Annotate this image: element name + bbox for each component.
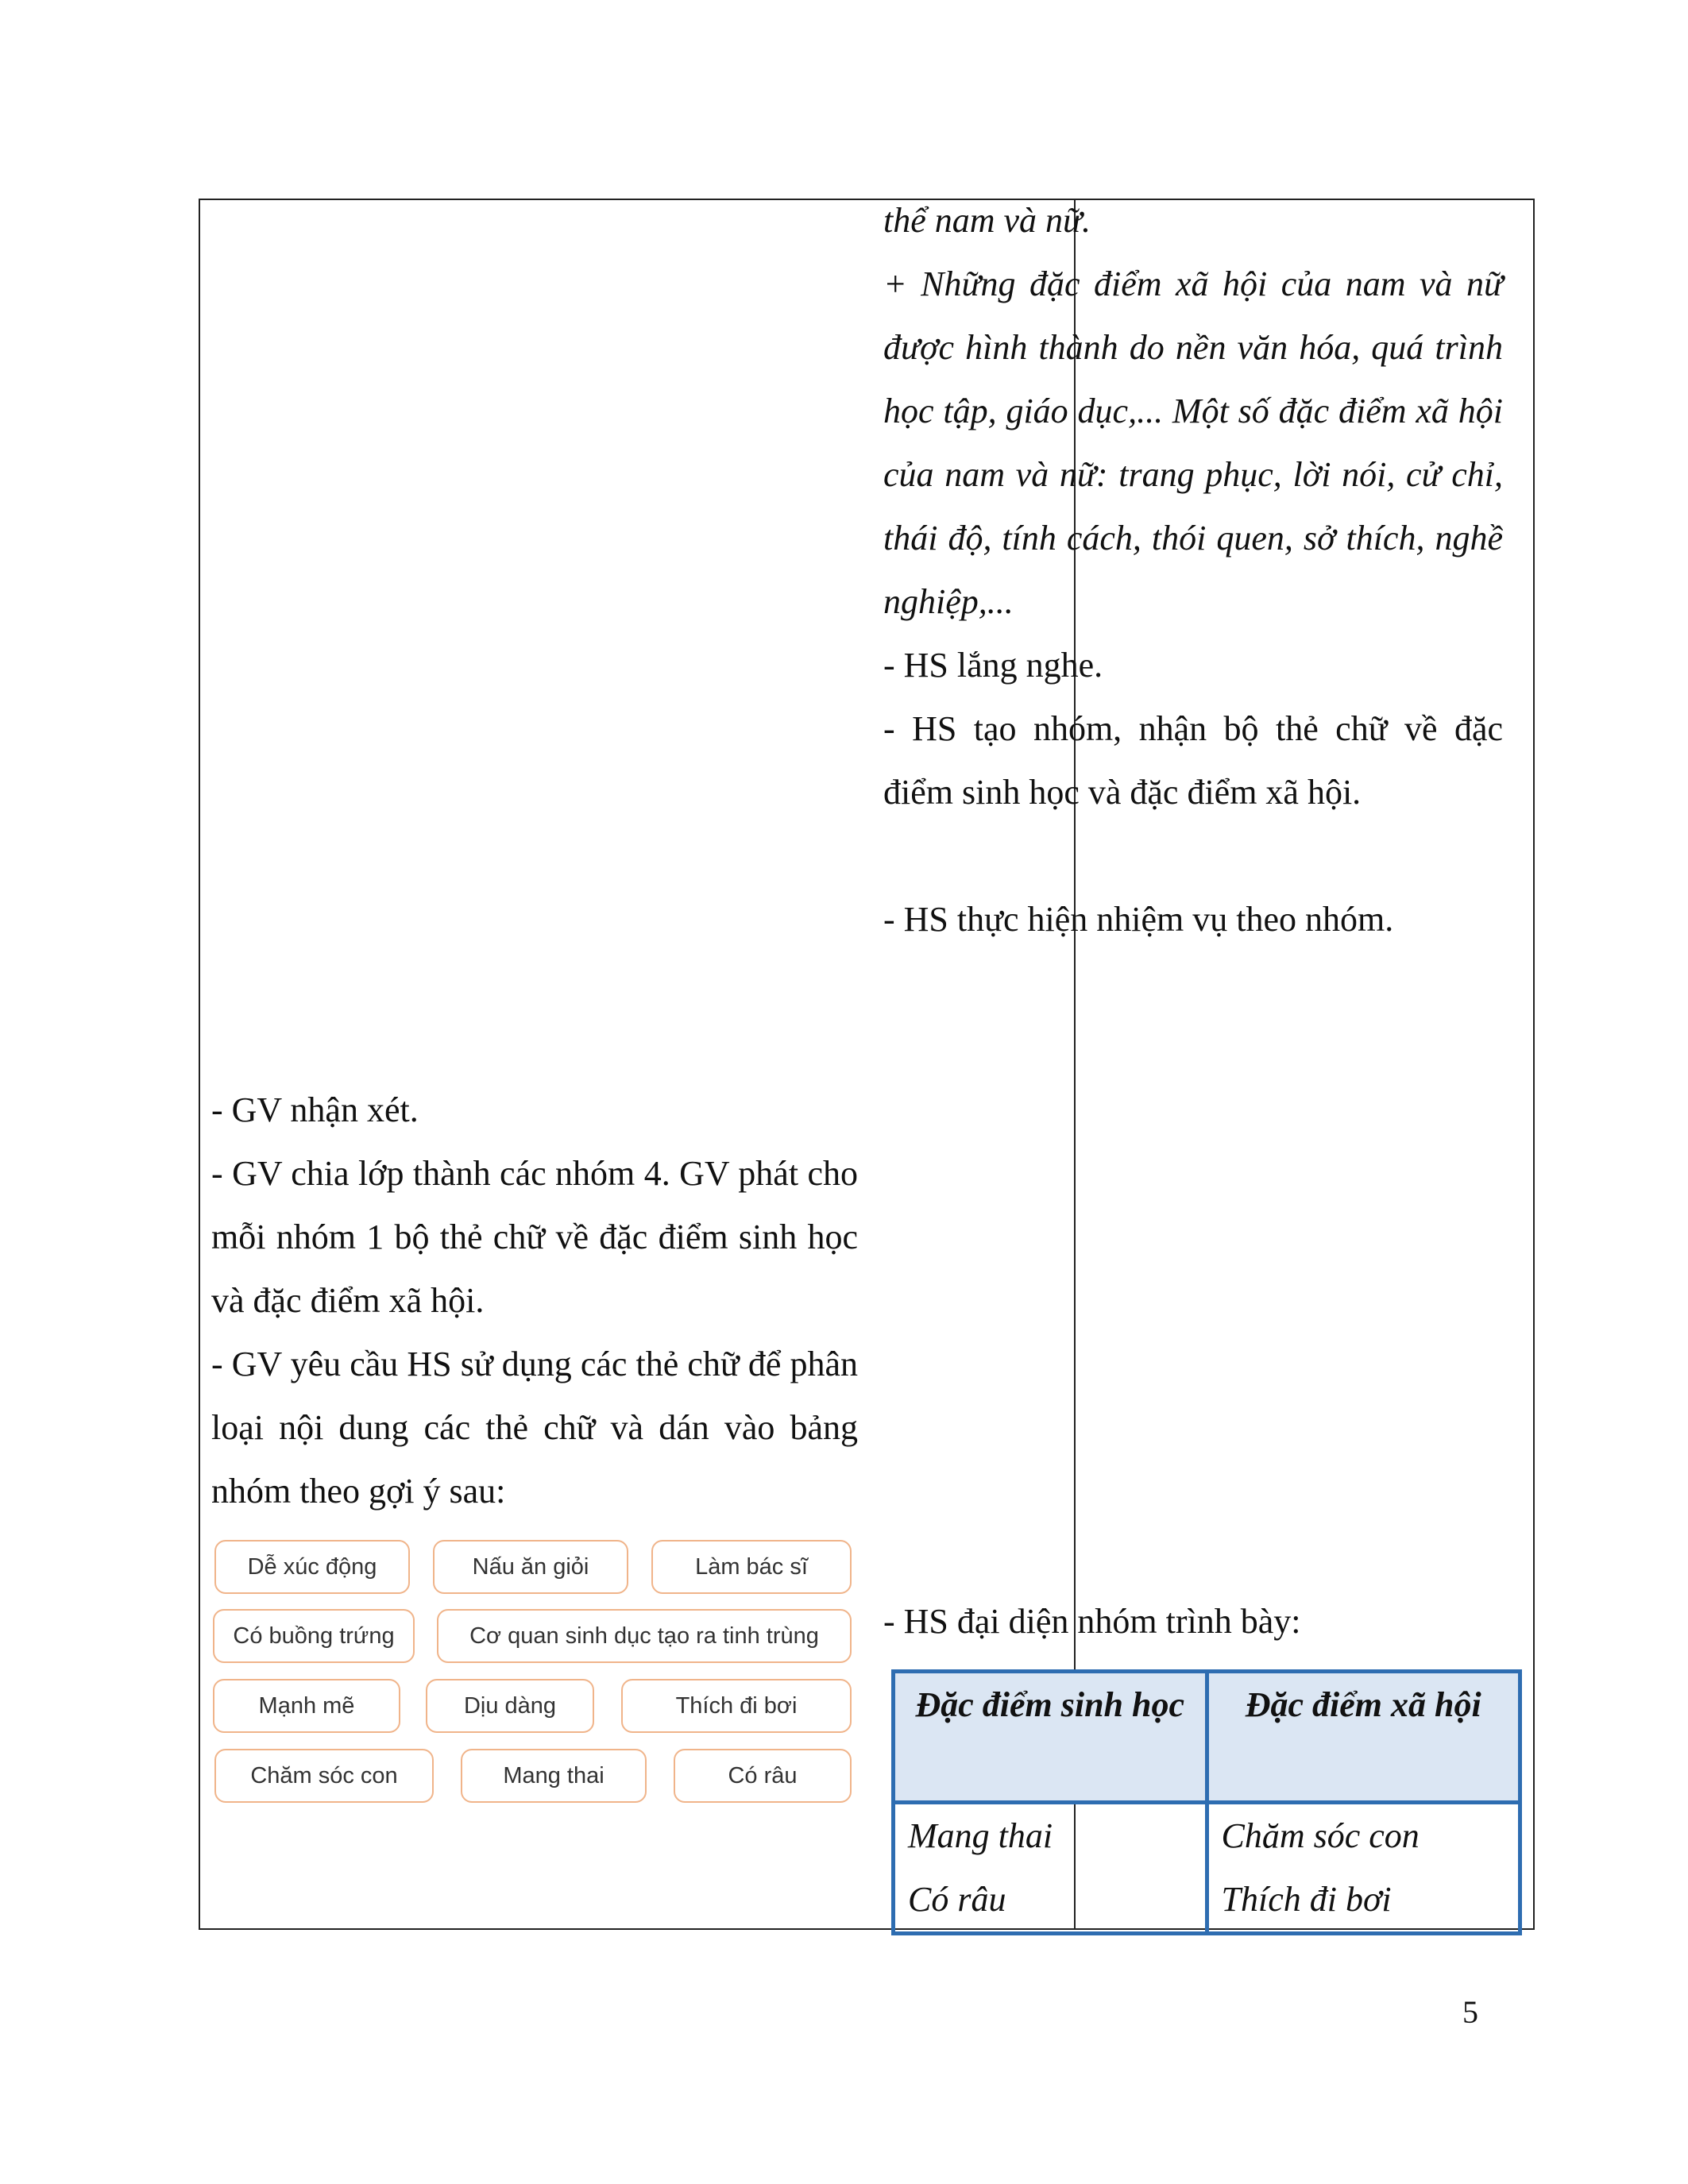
table-header-biological: Đặc điểm sinh học bbox=[894, 1672, 1207, 1803]
word-card: Nấu ăn giỏi bbox=[433, 1540, 628, 1594]
table-header-social: Đặc điểm xã hội bbox=[1207, 1672, 1520, 1803]
right-text-group: - HS tạo nhóm, nhận bộ thẻ chữ về đặc điểm sinh học và đặc điểm xã hội. bbox=[883, 709, 1503, 812]
table-cell-biological bbox=[894, 1803, 1207, 1934]
word-card: Mang thai bbox=[461, 1749, 647, 1803]
left-text-request: - GV yêu cầu HS sử dụng các thẻ chữ để phân loại nội dung các thẻ chữ và dán vào bảng nhóm theo gợi ý sau: bbox=[211, 1345, 858, 1511]
right-text-listen: - HS lắng nghe. bbox=[883, 646, 1103, 685]
word-card: Dịu dàng bbox=[426, 1679, 594, 1733]
right-text-social-note: + Những đặc điểm xã hội của nam và nữ được hình thành do nền văn hóa, quá trình học tập, giáo dục,... Một số đặc điểm xã hội của nam và nữ: trang phục, lời nói, cử chỉ, thái độ, tính cách, thói quen, sở thích, nghề nghiệp,... bbox=[883, 264, 1503, 621]
word-card: Mạnh mẽ bbox=[213, 1679, 400, 1733]
word-card: Dễ xúc động bbox=[214, 1540, 410, 1594]
table-cell-social bbox=[1207, 1803, 1520, 1934]
result-table bbox=[891, 1669, 1522, 1935]
word-card: Có buồng trứng bbox=[213, 1609, 415, 1663]
word-card: Chăm sóc con bbox=[214, 1749, 434, 1803]
left-text-comment: - GV nhận xét. bbox=[211, 1090, 419, 1129]
word-card: Cơ quan sinh dục tạo ra tinh trùng bbox=[437, 1609, 852, 1663]
right-text-task: - HS thực hiện nhiệm vụ theo nhóm. bbox=[883, 900, 1394, 939]
table-cell-text: Thích đi bơi bbox=[1221, 1880, 1392, 1919]
table-cell-text: Có râu bbox=[908, 1880, 1006, 1919]
word-card: Thích đi bơi bbox=[621, 1679, 852, 1733]
table-cell-text: Chăm sóc con bbox=[1221, 1816, 1420, 1855]
table-cell-text: Mang thai bbox=[908, 1816, 1053, 1855]
page-number: 5 bbox=[1462, 1994, 1478, 2030]
left-text-divide: - GV chia lớp thành các nhóm 4. GV phát cho mỗi nhóm 1 bộ thẻ chữ về đặc điểm sinh học và đặc điểm xã hội. bbox=[211, 1154, 858, 1320]
right-text-present: - HS đại diện nhóm trình bày: bbox=[883, 1602, 1301, 1641]
right-text-continuation: thể nam và nữ. bbox=[883, 201, 1091, 240]
word-card: Làm bác sĩ bbox=[651, 1540, 852, 1594]
word-card: Có râu bbox=[674, 1749, 852, 1803]
